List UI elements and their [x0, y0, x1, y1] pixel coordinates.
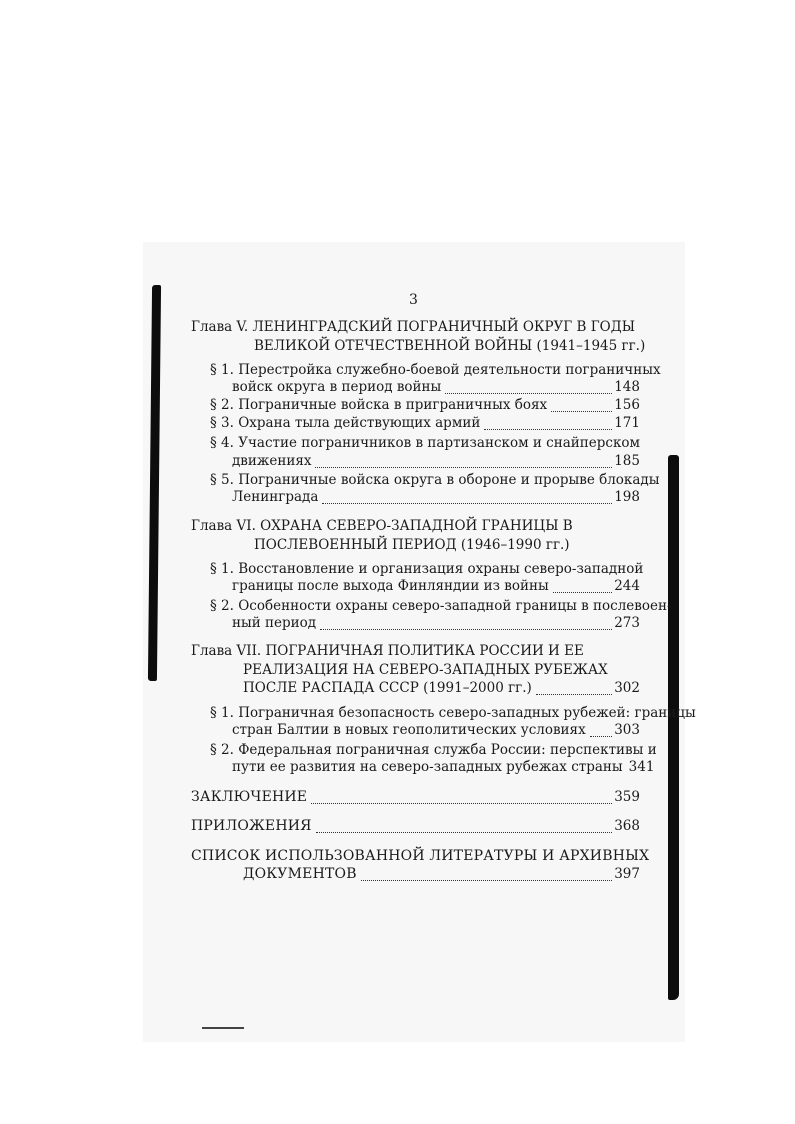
entry-page: 273 — [614, 615, 640, 631]
entry-text: ПРИЛОЖЕНИЯ — [191, 818, 312, 834]
entry-text: границы после выхода Финляндии из войны — [232, 578, 549, 594]
chapter-7-title-last — [243, 680, 640, 699]
chapter-7-title: Глава VII. ПОГРАНИЧНАЯ ПОЛИТИКА РОССИИ И ЕЕ — [191, 643, 584, 659]
entry-page: 244 — [614, 578, 640, 594]
entry-text: ПОСЛЕ РАСПАДА СССР (1991–2000 гг.) — [243, 680, 532, 696]
toc-entry-7-1: § 1. Пограничная безопасность северо-западных рубежей: границы — [210, 705, 696, 721]
toc-entry-5-4: § 4. Участие пограничников в партизанском и снайперском — [210, 435, 641, 451]
page-number: 3 — [409, 292, 418, 308]
chapter-6-title-cont: ПОСЛЕВОЕННЫЙ ПЕРИОД (1946–1990 гг.) — [254, 537, 570, 553]
toc-appendices — [191, 818, 640, 837]
toc-entry-6-2: § 2. Особенности охраны северо-западной границы в послевоен- — [210, 598, 672, 614]
toc-entry-6-1-cont — [232, 578, 640, 597]
leader-dots — [311, 802, 612, 804]
entry-page: 341 — [628, 759, 655, 775]
chapter-5-title: Глава V. ЛЕНИНГРАДСКИЙ ПОГРАНИЧНЫЙ ОКРУГ В ГОДЫ — [191, 319, 635, 335]
toc-entry-7-2-cont — [232, 759, 655, 778]
entry-page: 171 — [614, 415, 640, 431]
leader-dots — [316, 831, 613, 833]
toc-entry-5-5-cont — [232, 489, 640, 508]
entry-text: войск округа в период войны — [232, 379, 442, 395]
entry-page: 185 — [614, 453, 640, 469]
toc-conclusion — [191, 789, 640, 808]
toc-entry-5-3 — [210, 415, 640, 434]
leader-dots — [320, 628, 612, 630]
entry-text: ДОКУМЕНТОВ — [243, 866, 357, 882]
entry-text: пути ее развития на северо-западных рубежах страны — [232, 759, 623, 775]
toc-entry-5-1: § 1. Перестройка служебно-боевой деятельности пограничных — [210, 362, 661, 378]
toc-entry-5-5: § 5. Пограничные войска округа в обороне и прорыве блокады — [210, 472, 660, 488]
entry-text: § 2. Пограничные войска в приграничных боях — [210, 397, 548, 413]
entry-text: движениях — [232, 453, 312, 469]
entry-page: 302 — [614, 680, 640, 696]
entry-page: 359 — [614, 789, 640, 805]
leader-dots — [315, 466, 612, 468]
entry-page: 156 — [614, 397, 640, 413]
leader-dots — [484, 428, 612, 430]
chapter-5-title-cont: ВЕЛИКОЙ ОТЕЧЕСТВЕННОЙ ВОЙНЫ (1941–1945 гг.) — [254, 338, 646, 354]
entry-page: 198 — [614, 489, 640, 505]
leader-dots — [322, 502, 612, 504]
leader-dots — [551, 410, 612, 412]
entry-text: § 3. Охрана тыла действующих армий — [210, 415, 481, 431]
entry-text: Ленинграда — [232, 489, 319, 505]
leader-dots — [553, 591, 612, 593]
entry-text: ный период — [232, 615, 317, 631]
entry-page: 303 — [614, 722, 640, 738]
leader-dots — [361, 879, 613, 881]
toc-bibliography-cont — [243, 866, 640, 885]
chapter-6-title: Глава VI. ОХРАНА СЕВЕРО-ЗАПАДНОЙ ГРАНИЦЫ В — [191, 518, 573, 534]
toc-entry-7-2: § 2. Федеральная пограничная служба России: перспективы и — [210, 742, 657, 758]
entry-page: 397 — [614, 866, 640, 882]
scan-mark — [202, 1027, 244, 1029]
chapter-7-title-cont: РЕАЛИЗАЦИЯ НА СЕВЕРО-ЗАПАДНЫХ РУБЕЖАХ — [243, 662, 608, 678]
toc-bibliography: СПИСОК ИСПОЛЬЗОВАННОЙ ЛИТЕРАТУРЫ И АРХИВНЫХ — [191, 848, 650, 864]
leader-dots — [445, 392, 612, 394]
toc-entry-5-2 — [210, 397, 640, 416]
entry-text: стран Балтии в новых геополитических условиях — [232, 722, 586, 738]
leader-dots — [590, 735, 613, 737]
leader-dots — [536, 693, 612, 695]
scan-shadow-right — [668, 455, 679, 1000]
entry-page: 148 — [614, 379, 640, 395]
toc-entry-5-1-cont — [232, 379, 640, 398]
toc-entry-6-1: § 1. Восстановление и организация охраны северо-западной — [210, 561, 644, 577]
entry-text: ЗАКЛЮЧЕНИЕ — [191, 789, 308, 805]
entry-page: 368 — [614, 818, 640, 834]
toc-entry-6-2-cont — [232, 615, 640, 634]
toc-entry-7-1-cont — [232, 722, 640, 741]
toc-entry-5-4-cont — [232, 453, 640, 472]
